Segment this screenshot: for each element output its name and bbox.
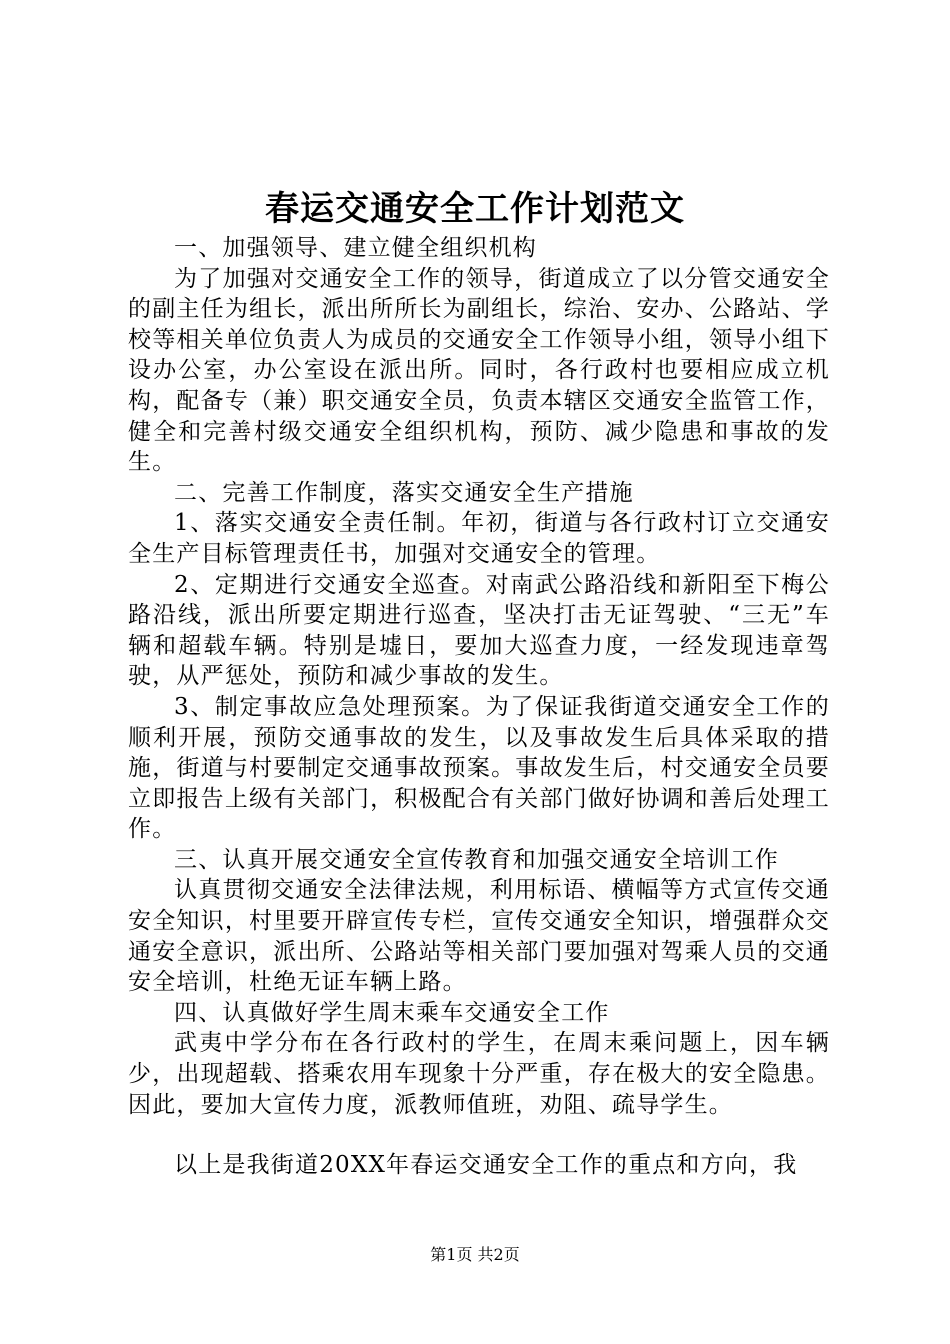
document-title: 春运交通安全工作计划范文 xyxy=(265,189,685,229)
section-heading-2: 二、完善工作制度，落实交通安全生产措施 xyxy=(174,479,634,506)
paragraph: 为了加强对交通安全工作的领导，街道成立了以分管交通安全的副主任为组长，派出所所长为副组长，综治、安办、公路站、学校等相关单位负责人为成员的交通安全工作领导小组，领导小组下设办公室，办公室设在派出所。同时，各行政村也要相应成立机构，配备专（兼）职交通安全员，负责本辖区交通安全监管工作，健全和完善村级交通安全组织机构，预防、减少隐患和事故的发生。 xyxy=(128,265,830,476)
page-footer: 第1页 共2页 xyxy=(430,1245,520,1264)
closing-paragraph: 以上是我街道20XX年春运交通安全工作的重点和方向，我 xyxy=(174,1152,798,1179)
section-heading-4: 四、认真做好学生周末乘车交通安全工作 xyxy=(174,999,610,1026)
paragraph: 认真贯彻交通安全法律法规，利用标语、横幅等方式宣传交通安全知识，村里要开辟宣传专栏，宣传交通安全知识，增强群众交通安全意识，派出所、公路站等相关部门要加强对驾乘人员的交通安全培训，杜绝无证车辆上路。 xyxy=(128,877,830,996)
paragraph: 2、定期进行交通安全巡查。对南武公路沿线和新阳至下梅公路沿线，派出所要定期进行巡查，坚决打击无证驾驶、“三无”车辆和超载车辆。特别是墟日，要加大巡查力度，一经发现违章驾驶，从严惩处，预防和减少事故的发生。 xyxy=(128,571,830,690)
paragraph: 3、制定事故应急处理预案。为了保证我街道交通安全工作的顺利开展，预防交通事故的发生，以及事故发生后具体采取的措施，街道与村要制定交通事故预案。事故发生后，村交通安全员要立即报告上级有关部门，积极配合有关部门做好协调和善后处理工作。 xyxy=(128,693,830,843)
section-heading-3: 三、认真开展交通安全宣传教育和加强交通安全培训工作 xyxy=(174,846,779,873)
section-heading-1: 一、加强领导、建立健全组织机构 xyxy=(174,235,537,261)
paragraph: 1、落实交通安全责任制。年初，街道与各行政村订立交通安全生产目标管理责任书，加强对交通安全的管理。 xyxy=(128,510,830,567)
document-body xyxy=(128,233,830,1181)
paragraph: 武夷中学分布在各行政村的学生，在周末乘问题上，因车辆少，出现超载、搭乘农用车现象十分严重，存在极大的安全隐患。因此，要加大宣传力度，派教师值班，劝阻、疏导学生。 xyxy=(128,1030,830,1118)
